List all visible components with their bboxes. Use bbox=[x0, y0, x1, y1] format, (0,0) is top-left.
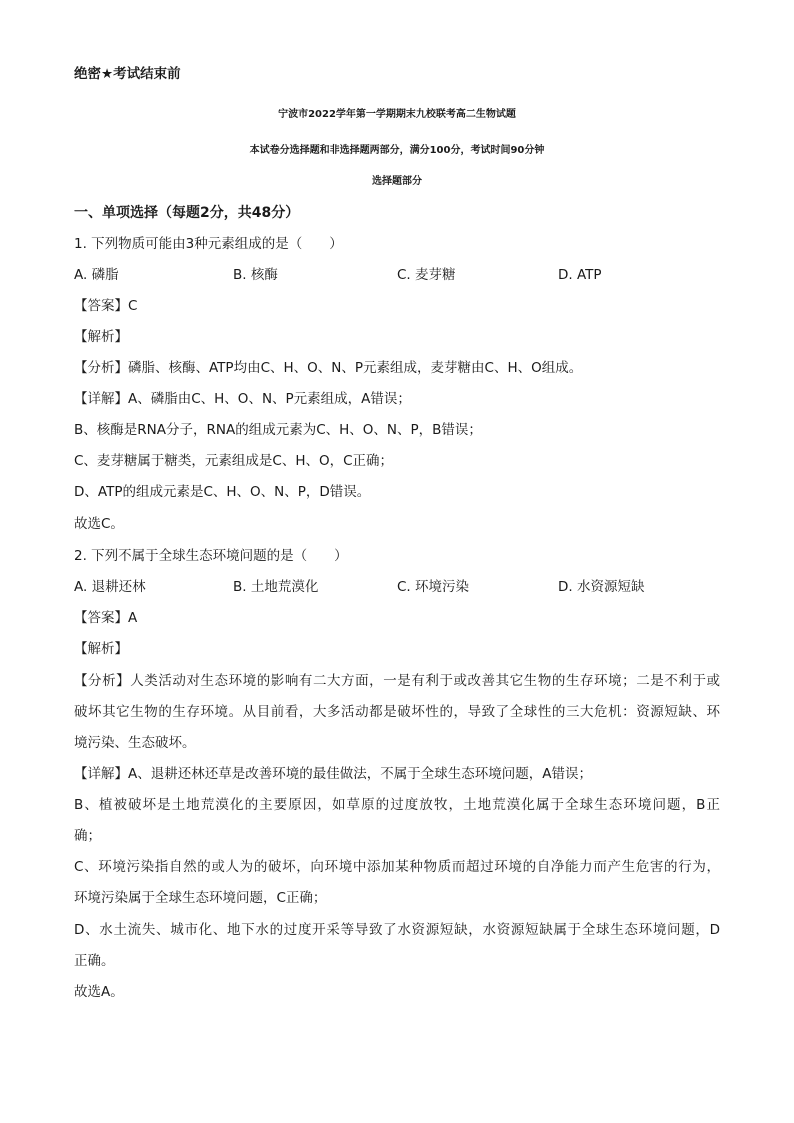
page-title: 宁波市2022学年第一学期期末九校联考高二生物试题 bbox=[278, 109, 516, 120]
q1-xiangjie-line: D、ATP的组成元素是C、H、O、N、P，D错误。 bbox=[74, 484, 371, 500]
exam-subtitle: 本试卷分选择题和非选择题两部分，满分100分，考试时间90分钟 bbox=[249, 145, 545, 156]
q1-xiangjie-line: C、麦芽糖属于糖类，元素组成是C、H、O，C正确； bbox=[74, 453, 394, 469]
secret-label: 绝密★考试结束前 bbox=[74, 66, 181, 82]
q1-stem: 1. 下列物质可能由3种元素组成的是（ ） bbox=[74, 236, 343, 252]
q1-xiangjie-line: 【详解】A、磷脂由C、H、O、N、P元素组成，A错误； bbox=[74, 391, 411, 407]
q2-xiangjie-line: 正确。 bbox=[74, 953, 115, 969]
q2-option-a: A. 退耕还林 bbox=[74, 579, 146, 595]
q1-option-c: C. 麦芽糖 bbox=[397, 267, 456, 283]
q1-analysis-label: 【解析】 bbox=[74, 329, 128, 345]
q1-xiangjie-line: B、核酶是RNA分子，RNA的组成元素为C、H、O、N、P，B错误； bbox=[74, 422, 482, 438]
q2-xiangjie-line: D、水土流失、城市化、地下水的过度开采等导致了水资源短缺，水资源短缺属于全球生态环境问题，D bbox=[74, 922, 720, 938]
q2-fenxi-line: 破坏其它生物的生存环境。从目前看，大多活动都是破坏性的，导致了全球性的三大危机：资源短缺、环 bbox=[74, 704, 720, 720]
q2-fenxi-line: 境污染、生态破坏。 bbox=[74, 735, 196, 751]
q2-conclusion: 故选A。 bbox=[74, 984, 124, 1000]
q2-option-c: C. 环境污染 bbox=[397, 579, 470, 595]
q2-option-b: B. 土地荒漠化 bbox=[233, 579, 319, 595]
q2-xiangjie-line: B、植被破坏是土地荒漠化的主要原因，如草原的过度放牧，土地荒漠化属于全球生态环境问题，B正 bbox=[74, 797, 720, 813]
q1-answer: 【答案】C bbox=[74, 298, 138, 314]
q2-answer: 【答案】A bbox=[74, 610, 138, 626]
q1-option-d: D. ATP bbox=[558, 267, 602, 283]
q2-analysis-label: 【解析】 bbox=[74, 641, 128, 657]
q2-xiangjie-line: 【详解】A、退耕还林还草是改善环境的最佳做法，不属于全球生态环境问题，A错误； bbox=[74, 766, 592, 782]
q2-xiangjie-line: C、环境污染指自然的或人为的破坏，向环境中添加某种物质而超过环境的自净能力而产生危害的行为， bbox=[74, 859, 720, 875]
q2-xiangjie-line: 环境污染属于全球生态环境问题，C正确； bbox=[74, 890, 327, 906]
q1-fenxi: 【分析】磷脂、核酶、ATP均由C、H、O、N、P元素组成，麦芽糖由C、H、O组成。 bbox=[74, 360, 583, 376]
part-heading: 一、单项选择（每题2分，共48分） bbox=[74, 205, 300, 221]
q2-xiangjie-line: 确； bbox=[74, 828, 101, 844]
q1-option-b: B. 核酶 bbox=[233, 267, 278, 283]
q1-option-a: A. 磷脂 bbox=[74, 267, 119, 283]
q2-fenxi-line: 【分析】人类活动对生态环境的影响有二大方面，一是有利于或改善其它生物的生存环境；二是不利于或 bbox=[74, 673, 720, 689]
q2-option-d: D. 水资源短缺 bbox=[558, 579, 645, 595]
q1-conclusion: 故选C。 bbox=[74, 516, 124, 532]
section-heading: 选择题部分 bbox=[372, 176, 422, 187]
q2-stem: 2. 下列不属于全球生态环境问题的是（ ） bbox=[74, 548, 348, 564]
